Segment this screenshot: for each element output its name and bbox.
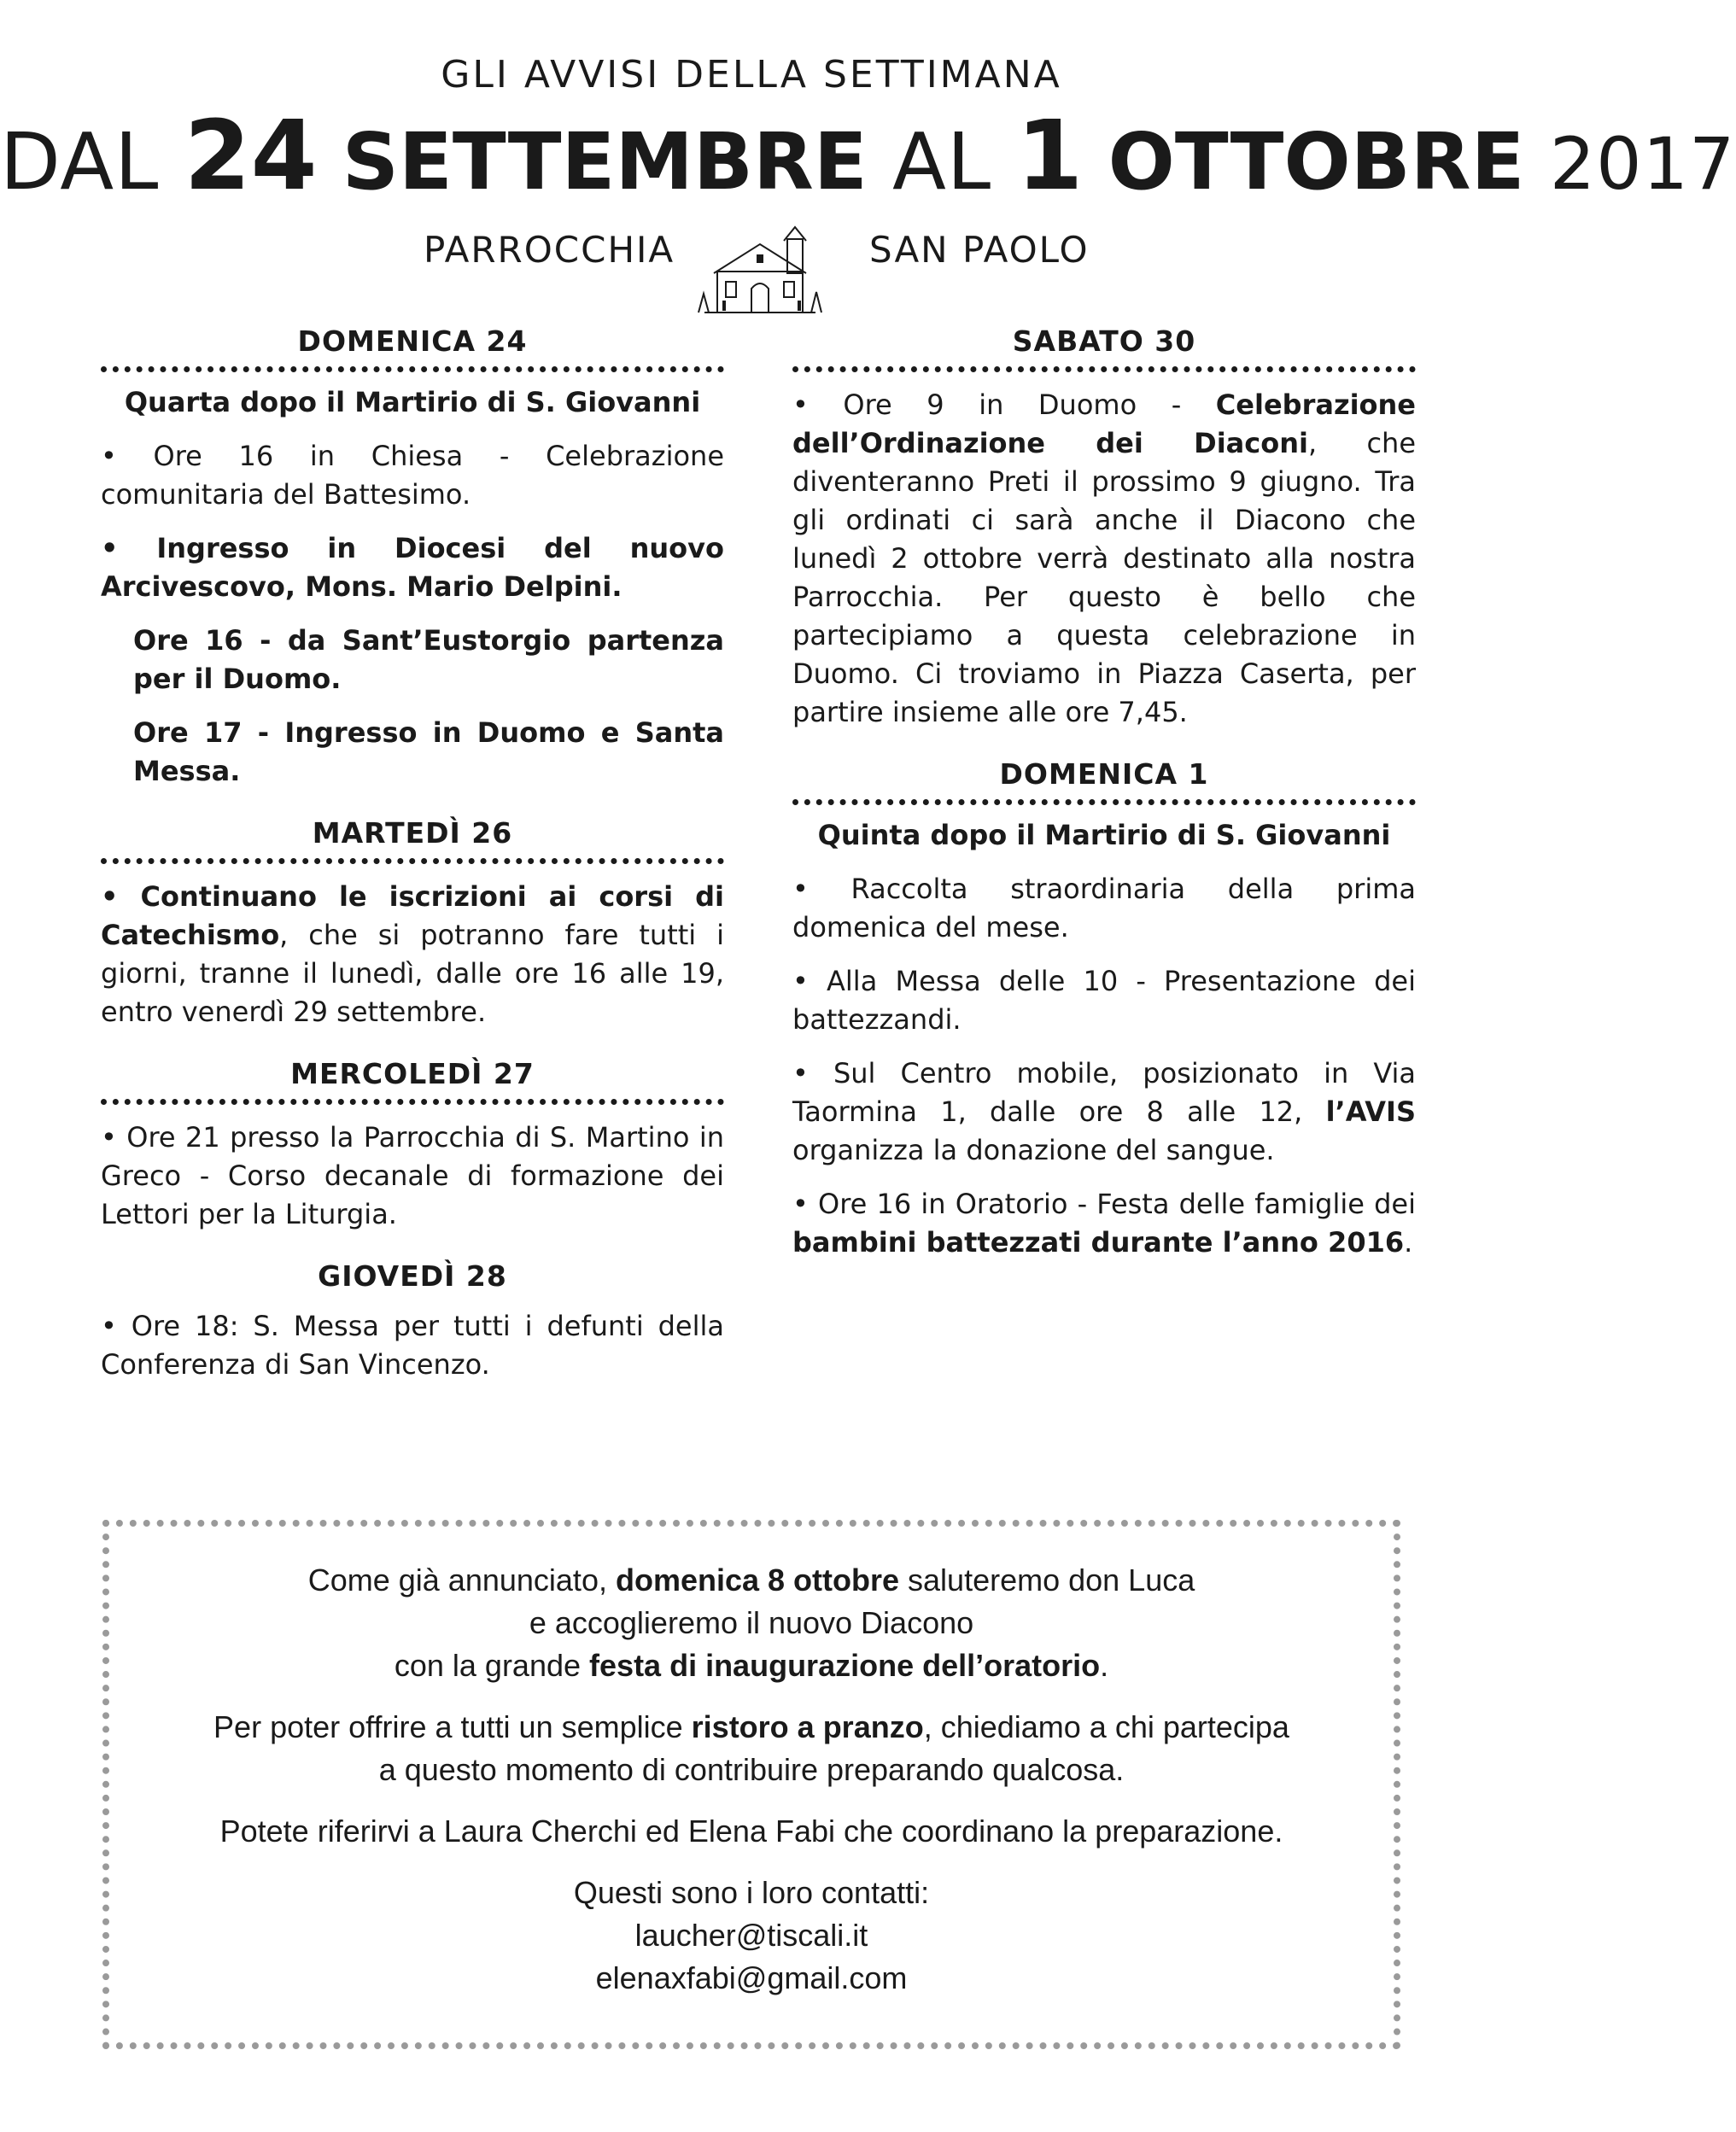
date-dal: DAL	[0, 116, 160, 207]
contact-email[interactable]: laucher@tiscali.it	[634, 1918, 868, 1953]
parish-label-left: PARROCCHIA	[424, 229, 675, 271]
section-mercoledi-27	[101, 1057, 724, 1234]
notice-item: • Raccolta straordinaria della prima domenica del mese.	[792, 873, 1416, 943]
notice-item-text: .	[1404, 1226, 1413, 1259]
announcement-bold: domenica 8 ottobre	[615, 1562, 900, 1598]
section-sabato-30	[792, 324, 1416, 732]
contact-email[interactable]: elenaxfabi@gmail.com	[595, 1960, 908, 1995]
section-giovedi-28	[101, 1259, 724, 1384]
announcement-line: e accoglieremo il nuovo Diacono	[529, 1605, 974, 1640]
announcement-bold: festa di inaugurazione dell’oratorio	[589, 1648, 1101, 1683]
notice-item-text: • Sul Centro mobile, posizionato in Via Taormina 1, dalle ore 8 alle 12,	[792, 1057, 1416, 1128]
notice-item: • Ore 21 presso la Parrocchia di S. Martino in Greco - Corso decanale di formazione dei Lettori per la Liturgia.	[101, 1121, 724, 1230]
day-heading: SABATO 30	[1012, 324, 1196, 358]
date-day-start: 24	[184, 101, 318, 212]
announcement-text: saluteremo don Luca	[899, 1562, 1195, 1598]
date-al: AL	[891, 116, 992, 207]
notice-item-text: , che si potranno fare tutti i giorni, tranne il lunedì, dalle ore 16 alle 19, entro venerdì 29 settembre.	[101, 919, 724, 1028]
day-heading: GIOVEDÌ 28	[318, 1259, 507, 1293]
notice-item	[792, 1054, 1416, 1170]
notice-item-bold: bambini battezzati durante l’anno 2016	[792, 1226, 1405, 1259]
liturgical-subtitle: Quarta dopo il Martirio di S. Giovanni	[124, 386, 701, 418]
day-heading: DOMENICA 24	[297, 324, 528, 358]
dotted-divider	[101, 1099, 724, 1105]
parish-label-right: SAN PAOLO	[869, 229, 1090, 271]
announcement-text: .	[1100, 1648, 1109, 1683]
notice-item-text: • Ore 16 in Oratorio - Festa delle famiglie dei	[792, 1188, 1416, 1220]
notice-item-text: , che diventeranno Preti il prossimo 9 giugno. Tra gli ordinati ci sarà anche il Diacono che lunedì 2 ottobre verrà destinato alla nostra Parrocchia. Per questo è bello che partecipiamo a questa celebrazione in Duomo. Ci troviamo in Piazza Caserta, per partire insieme alle ore 7,45.	[792, 427, 1417, 728]
notice-item	[792, 386, 1416, 732]
left-column	[101, 324, 724, 1410]
notice-item: • Ore 18: S. Messa per tutti i defunti della Conferenza di San Vincenzo.	[101, 1310, 724, 1381]
section-domenica-24	[101, 324, 724, 791]
announcement-text: Come già annunciato,	[307, 1562, 616, 1598]
announcement-bold: ristoro a pranzo	[691, 1709, 924, 1744]
right-column	[792, 324, 1416, 1288]
notice-item-bold: • Continuano le iscrizioni ai corsi di Catechismo	[101, 880, 724, 951]
announcement-line	[109, 1559, 1394, 1602]
announcement-text: con la grande	[394, 1648, 590, 1683]
dotted-divider	[101, 858, 724, 864]
date-month-end: OTTOBRE	[1108, 116, 1525, 207]
notice-item-bold: l’AVIS	[1325, 1095, 1416, 1128]
announcement-text: , chiediamo a chi partecipa	[923, 1709, 1289, 1744]
announcement-line	[109, 1644, 1394, 1687]
announcement-line: Potete riferirvi a Laura Cherchi ed Elena Fabi che coordinano la preparazione.	[219, 1814, 1283, 1849]
date-month-start: SETTEMBRE	[342, 116, 868, 207]
notice-item: • Ingresso in Diocesi del nuovo Arcivescovo, Mons. Mario Delpini.	[101, 532, 724, 603]
header-date	[0, 101, 1736, 219]
date-year: 2017	[1549, 122, 1736, 206]
notice-subitem: Ore 17 - Ingresso in Duomo e Santa Messa.	[133, 716, 724, 787]
announcement-line	[109, 1706, 1394, 1749]
day-heading: MERCOLEDÌ 27	[290, 1057, 535, 1090]
notice-subitem: Ore 16 - da Sant’Eustorgio partenza per il Duomo.	[133, 624, 724, 695]
notice-item: • Ore 16 in Chiesa - Celebrazione comunitaria del Battesimo.	[101, 440, 724, 511]
announcement-line: a questo momento di contribuire preparando qualcosa.	[378, 1752, 1125, 1787]
header-title: GLI AVVISI DELLA SETTIMANA	[441, 53, 1062, 96]
notice-item-text: • Ore 9 in Duomo -	[792, 388, 1216, 421]
section-martedi-26	[101, 816, 724, 1031]
dotted-divider	[101, 366, 724, 372]
announcement-text: Per poter offrire a tutti un semplice	[213, 1709, 692, 1744]
notice-item	[101, 878, 724, 1031]
contacts-heading: Questi sono i loro contatti:	[573, 1875, 930, 1910]
dotted-divider	[792, 799, 1416, 805]
heading-spacer	[101, 1298, 724, 1304]
notice-item: • Alla Messa delle 10 - Presentazione dei battezzandi.	[792, 965, 1416, 1036]
notice-item-bold: Celebrazione dell’Ordinazione dei Diaconi	[792, 388, 1416, 459]
liturgical-subtitle: Quinta dopo il Martirio di S. Giovanni	[817, 819, 1391, 851]
notice-item-text: organizza la donazione del sangue.	[792, 1134, 1275, 1166]
section-domenica-1	[792, 757, 1416, 1262]
notice-item	[792, 1185, 1416, 1262]
church-logo	[692, 220, 828, 323]
dotted-divider	[792, 366, 1416, 372]
date-day-end: 1	[1016, 101, 1084, 212]
day-heading: MARTEDÌ 26	[312, 816, 513, 850]
day-heading: DOMENICA 1	[999, 757, 1209, 791]
announcement-box	[102, 1520, 1400, 2049]
